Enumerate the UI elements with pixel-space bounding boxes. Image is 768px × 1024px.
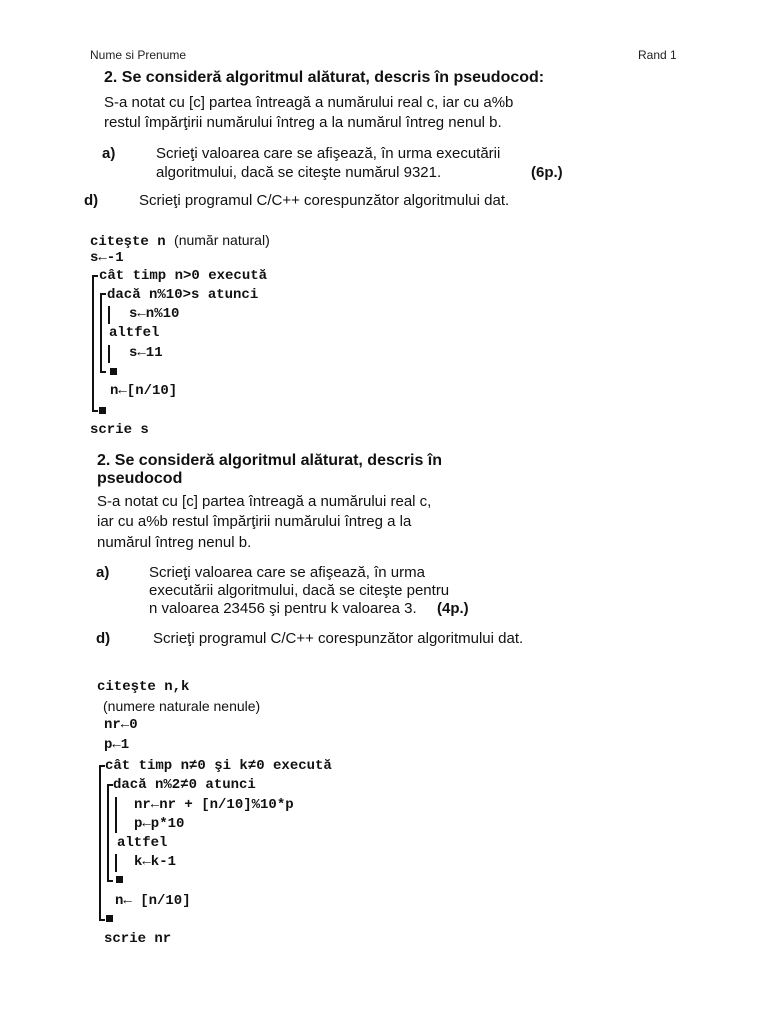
p1-code-while: cât timp n>0 execută [99,268,268,284]
problem2-notation-line1: S-a notat cu [c] partea întreagă a numărului real c, [97,493,432,510]
p1-while-bracket [92,275,94,411]
problem2-task-a-line3: n valoarea 23456 şi pentru k valoarea 3. [149,600,417,617]
p1-code-else-assign: s←11 [129,345,163,361]
p2-code-else: altfel [117,835,168,851]
problem1-task-a-points: (6p.) [531,164,563,181]
p1-code-if: dacă n%10>s atunci [107,287,259,303]
problem2-notation-line2: iar cu a%b restul împărţirii numărului întreg a la [97,513,412,530]
problem1-task-a-line2: algoritmului, dacă se citeşte numărul 9321. [156,164,442,181]
p2-code-read: citeşte n,k [97,679,190,695]
p2-code-init-nr: nr←0 [104,717,138,733]
problem2-notation-line3: numărul întreg nenul b. [97,534,252,551]
problem2-task-d-label: d) [96,630,111,647]
p2-then-bar [115,797,117,833]
p2-code-init-p: p←1 [104,737,130,753]
p2-if-bracket [107,784,109,881]
p1-then-bar [108,306,110,324]
p2-if-end-marker [116,876,123,883]
p2-code-divide: n← [n/10] [115,893,191,909]
header-row-label: Rand 1 [638,48,677,62]
problem1-task-d-text: Scrieţi programul C/C++ corespunzător algoritmului dat. [139,192,510,209]
p1-code-else: altfel [109,325,160,341]
p2-code-then-nr: nr←nr + [n/10]%10*p [134,797,294,813]
problem2-task-a-line2: executării algoritmului, dacă se citeşte pentru [149,582,450,599]
problem1-task-a-line1: Scrieţi valoarea care se afişează, în urma executării [156,145,501,162]
problem2-task-a-line1: Scrieţi valoarea care se afişează, în urma [149,564,425,581]
problem1-title: 2. Se consideră algoritmul alăturat, descris în pseudocod: [104,69,545,86]
p2-code-if: dacă n%2≠0 atunci [113,777,256,793]
p2-while-bracket-bottom [99,919,105,921]
header-name-field: Nume si Prenume [90,48,187,62]
problem2-task-d-text: Scrieţi programul C/C++ corespunzător algoritmului dat. [153,630,524,647]
problem1-task-d-label: d) [84,192,99,209]
problem1-notation-line1: S-a notat cu [c] partea întreagă a numărului real c, iar cu a%b [104,94,514,111]
p1-code-read: citeşte n [90,234,166,250]
problem1-notation-line2: restul împărţirii numărului întreg a la numărul întreg nenul b. [104,114,502,131]
p1-code-read-note: (număr natural) [174,232,270,248]
p1-if-bracket [100,293,102,372]
p2-code-while: cât timp n≠0 şi k≠0 execută [105,758,332,774]
problem2-title-line2: pseudocod [97,470,183,487]
p2-code-then-p: p←p*10 [134,816,185,832]
p2-while-end-marker [106,915,113,922]
p1-if-bracket-bottom [100,371,106,373]
p1-else-bar [108,345,110,363]
problem2-task-a-label: a) [96,564,110,581]
p2-else-bar [115,854,117,872]
p1-if-end-marker [110,368,117,375]
p1-code-divide: n←[n/10] [110,383,178,399]
problem2-task-a-points: (4p.) [437,600,469,617]
p2-if-bracket-bottom [107,880,113,882]
p1-code-init-s: s←-1 [90,250,124,266]
problem1-task-a-label: a) [102,145,116,162]
p1-while-bracket-bottom [92,410,98,412]
p1-code-then: s←n%10 [129,306,180,322]
problem2-title-line1: 2. Se consideră algoritmul alăturat, descris în [97,452,443,469]
p2-code-else-k: k←k-1 [134,854,177,870]
p2-code-write: scrie nr [104,931,172,947]
p2-while-bracket [99,765,101,920]
p1-code-write: scrie s [90,422,149,438]
p1-while-end-marker [99,407,106,414]
p2-code-read-note: (numere naturale nenule) [103,698,261,714]
